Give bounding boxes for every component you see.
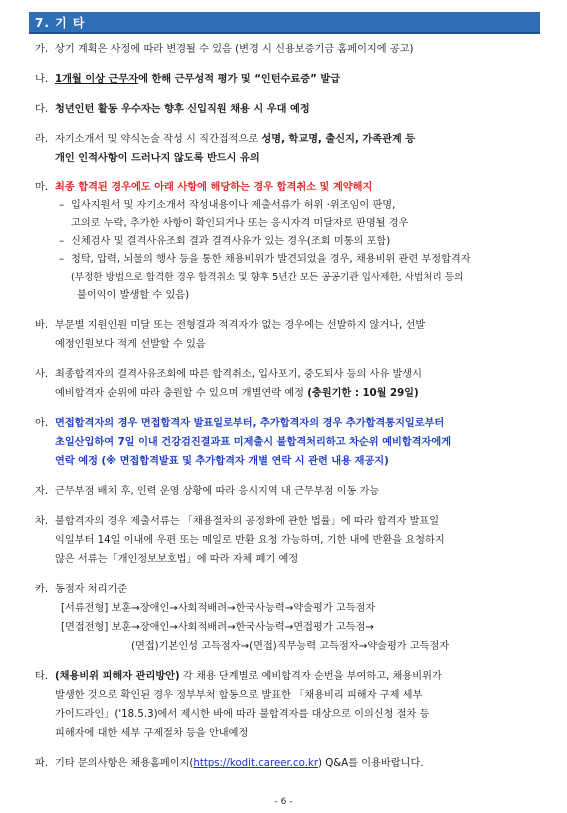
item-ra-bold-line2: 개인 인적사항이 드러나지 않도록 반드시 유의 xyxy=(55,153,260,164)
career-site-link[interactable]: https://kodit.career.co.kr xyxy=(193,758,319,769)
item-ra-bold: 성명, 학교명, 출신지, 가족관계 등 xyxy=(261,134,416,145)
list-item-ba: 바. 부문별 지원인원 미달 또는 전형결과 적격자가 없는 경우에는 선발하지 않거나, 선발 예정인원보다 적게 선발할 수 있음 xyxy=(35,320,426,350)
ma-sub-item: – 입사지원서 및 자기소개서 작성내용이나 제출서류가 허위 ·위조임이 판명, 고의로 누락, 추가한 사항이 확인되거나 또는 응시자격 미달자로 판명될 경우 xyxy=(59,197,545,233)
deadline-text: (충원기한 : 10월 29일) xyxy=(307,388,419,399)
item-na-text: 에 한해 근무성적 평가 및 “인턴수료증” 발급 xyxy=(138,74,341,85)
dash-bullet: – xyxy=(59,236,65,247)
item-da-text: 청년인턴 활동 우수자는 향후 신입직원 채용 시 우대 예정 xyxy=(55,104,310,115)
section-title: 7. 기 타 xyxy=(35,16,86,30)
list-item-sa: 사. 최종합격자의 결격사유조회에 따른 합격취소, 입사포기, 중도퇴사 등의 사유 발생시 예비합격자 순위에 따라 충원할 수 있으며 개별연락 예정 (충원기한 : 10월 29일) xyxy=(35,369,422,399)
item-ma-heading: 최종 합격된 경우에도 아래 사항에 해당하는 경우 합격취소 및 계약해지 xyxy=(55,182,373,193)
list-item-ma: 마. 최종 합격된 경우에도 아래 사항에 해당하는 경우 합격취소 및 계약해지 – 입사지원서 및 자기소개서 작성내용이나 제출서류가 허위 ·위조임이 판명, 고의로 누락, 추가한 사항이 확인되거나 또는 응시자격 미달자로 판명될 경우 – 신체검사 및 결격사유조회 결과 결격사유가 있는 경우(조회 미통의 포함) – 청탁, 압력, 뇌물의 행사 등을 통한 채용비위가 발견되었을 경우, 채용비위 관련 부정합격자 (부정한 방법으로 합격한 경우 합격취소 및 향후 5년간 모든 공공기관 입사제한, 사법처리 등의 불이익이 발생할 수 있음) xyxy=(35,179,545,305)
list-item-da: 다. 청년인턴 활동 우수자는 향후 신입직원 채용 시 우대 예정 xyxy=(35,100,545,119)
list-item-na: 나. 1개월 이상 근무자에 한해 근무성적 평가 및 “인턴수료증” 발급 xyxy=(35,74,341,85)
dash-bullet: – xyxy=(59,200,65,211)
item-ga-text: 상기 계획은 사정에 따라 변경될 수 있음 (변경 시 신용보증기금 홈페이지에 공고) xyxy=(55,44,414,55)
section-header xyxy=(29,12,540,34)
list-item-ka: 카. 동점자 처리기준 [서류전형] 보훈→장애인→사회적배려→한국사능력→약술평가 고득점자 [면접전형] 보훈→장애인→사회적배려→한국사능력→면접평가 고득점→ (면접)기본인성 고득점자→(면접)직무능력 고득점자→약술평가 고득점자 xyxy=(35,584,450,652)
list-item-ga: 가. 상기 계획은 사정에 따라 변경될 수 있음 (변경 시 신용보증기금 홈페이지에 공고) xyxy=(35,40,545,59)
list-item-pa: 파. 기타 문의사항은 채용홈페이지(https://kodit.career.co.kr) Q&A를 이용바랍니다. xyxy=(35,758,424,769)
ma-sub-item: – 청탁, 압력, 뇌물의 행사 등을 통한 채용비위가 발견되었을 경우, 채용비위 관련 부정합격자 (부정한 방법으로 합격한 경우 합격취소 및 향후 5년간 모든 공공기관 입사제한, 사법처리 등의 불이익이 발생할 수 있음) xyxy=(59,251,545,305)
page-number: - 6 - xyxy=(274,797,293,807)
dash-bullet: – xyxy=(59,254,65,265)
list-item-a: 아. 면접합격자의 경우 면접합격자 발표일로부터, 추가합격자의 경우 추가합격통지일로부터 초일산입하여 7일 이내 건강검진결과표 미제출시 불합격처리하고 차순위 예비합격자에게 연락 예정 (※ 면접합격발표 및 추가합격자 개별 연락 시 관련 내용 재공지) xyxy=(35,418,452,467)
item-ra-text: 자기소개서 및 약식논술 작성 시 직간접적으로 xyxy=(55,134,262,145)
item-na-underlined: 1개월 이상 근무자 xyxy=(55,74,139,85)
list-item-ja: 자. 근무부점 배치 후, 인력 운영 상황에 따라 응시지역 내 근무부점 이동 가능 xyxy=(35,486,380,497)
list-item-ta: 타. (채용비위 피해자 관리방안) 각 채용 단계별로 예비합격자 순번을 부여하고, 채용비위가 발생한 것으로 확인된 경우 정부부처 합동으로 발표한 「채용비리 피해자 구제 세부 가이드라인」('18.5.3)에서 제시한 바에 따라 불합격자를 대상으로 이의신청 절차 등 피해자에 대한 세부 구제절차 등을 안내예정 xyxy=(35,671,442,739)
notes-list xyxy=(35,40,545,784)
list-item-cha: 차. 불합격자의 경우 제출서류는 「채용절차의 공정화에 관한 법률」에 따라 합격자 발표일 익일부터 14일 이내에 우편 또는 메일로 반환 요청 가능하며, 기한 내에 반환을 요청하지 않은 서류는「개인정보보호법」에 따라 자체 폐기 예정 xyxy=(35,516,445,565)
list-item-ra: 라. 자기소개서 및 약식논술 작성 시 직간접적으로 성명, 학교명, 출신지, 가족관계 등 개인 인적사항이 드러나지 않도록 반드시 유의 xyxy=(35,130,545,168)
ma-sub-item: – 신체검사 및 결격사유조회 결과 결격사유가 있는 경우(조회 미통의 포함) xyxy=(59,233,545,251)
